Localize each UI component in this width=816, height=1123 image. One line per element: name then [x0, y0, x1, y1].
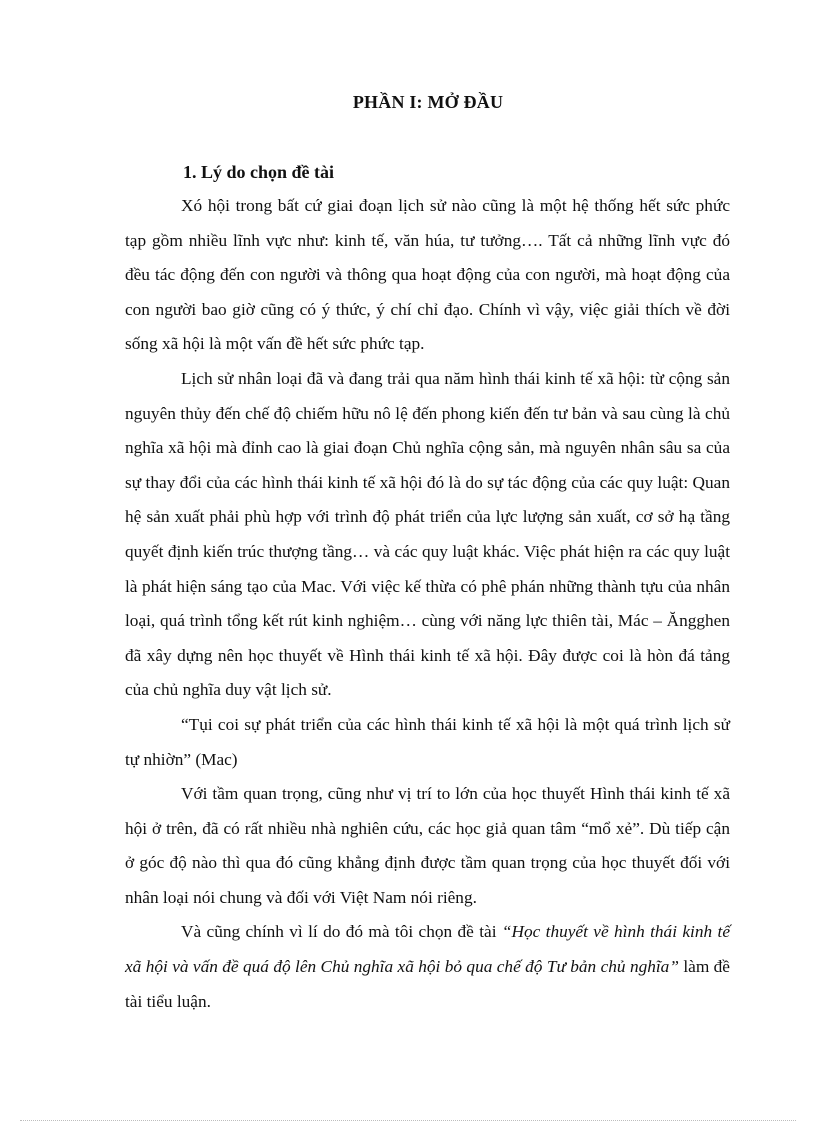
paragraph-5-tail: làm đề tài tiểu luận.	[125, 957, 730, 1011]
paragraph-1: Xó hội trong bất cứ giai đoạn lịch sử nào cũng là một hệ thống hết sức phức tạp gồm nhiều lĩnh vực như: kinh tế, văn húa, tư tưởng…. Tất cả những lĩnh vực đó đều tác động đến con người và thông qua hoạt động của con người, mà hoạt động của con người bao giờ cũng có ý thức, ý chí chỉ đạo. Chính vì vậy, việc giải thích về đời sống xã hội là một vấn đề hết sức phức tạp.	[125, 196, 730, 354]
paragraph-4: Với tầm quan trọng, cũng như vị trí to lớn của học thuyết Hình thái kinh tế xã hội ở trên, đã có rất nhiều nhà nghiên cứu, các học giả quan tâm “mổ xẻ”. Dù tiếp cận ở góc độ nào thì qua đó cũng khẳng định được tầm quan trọng của học thuyết đối với nhân loại nói chung và đối với Việt Nam nói riêng.	[125, 784, 730, 907]
section-heading: 1. Lý do chọn đề tài	[183, 162, 335, 182]
body-text	[125, 189, 730, 1019]
paragraph-2: Lịch sử nhân loại đã và đang trải qua năm hình thái kinh tế xã hội: từ cộng sản nguyên thủy đến chế độ chiếm hữu nô lệ đến phong kiến đến tư bản và sau cùng là chủ nghĩa xã hội mà đỉnh cao là giai đoạn Chủ nghĩa cộng sản, mà nguyên nhân sâu sa của sự thay đổi của các hình thái kinh tế xã hội đó là do sự tác động của các quy luật: Quan hệ sản xuất phải phù hợp với trình độ phát triển của lực lượng sản xuất, cơ sở hạ tầng quyết định kiến trúc thượng tầng… và các quy luật khác. Việc phát hiện ra các quy luật là phát hiện sáng tạo của Mac. Với việc kế thừa có phê phán những thành tựu của nhân loại, quá trình tổng kết rút kinh nghiệm… cùng với năng lực thiên tài, Mác – Ăngghen đã xây dựng nên học thuyết về Hình thái kinh tế xã hội. Đây được coi là hòn đá tảng của chủ nghĩa duy vật lịch sử.	[125, 368, 730, 700]
footer-divider	[20, 1120, 796, 1121]
paragraph-5-lead: Và cũng chính vì lí do đó mà tôi chọn đề tài	[181, 922, 502, 942]
page-title: PHẦN I: MỞ ĐẦU	[352, 92, 504, 112]
paragraph-3-quote: “Tụi coi sự phát triển của các hình thái kinh tế xã hội là một quá trình lịch sử tự nhiờn” (Mac)	[125, 714, 730, 769]
paragraph-5	[125, 915, 730, 1019]
topic-title: “Học thuyết về hình thái kinh tế xã hội và vấn đề quá độ lên Chủ nghĩa xã hội bỏ qua chế độ Tư bản chủ nghĩa”	[125, 922, 730, 977]
